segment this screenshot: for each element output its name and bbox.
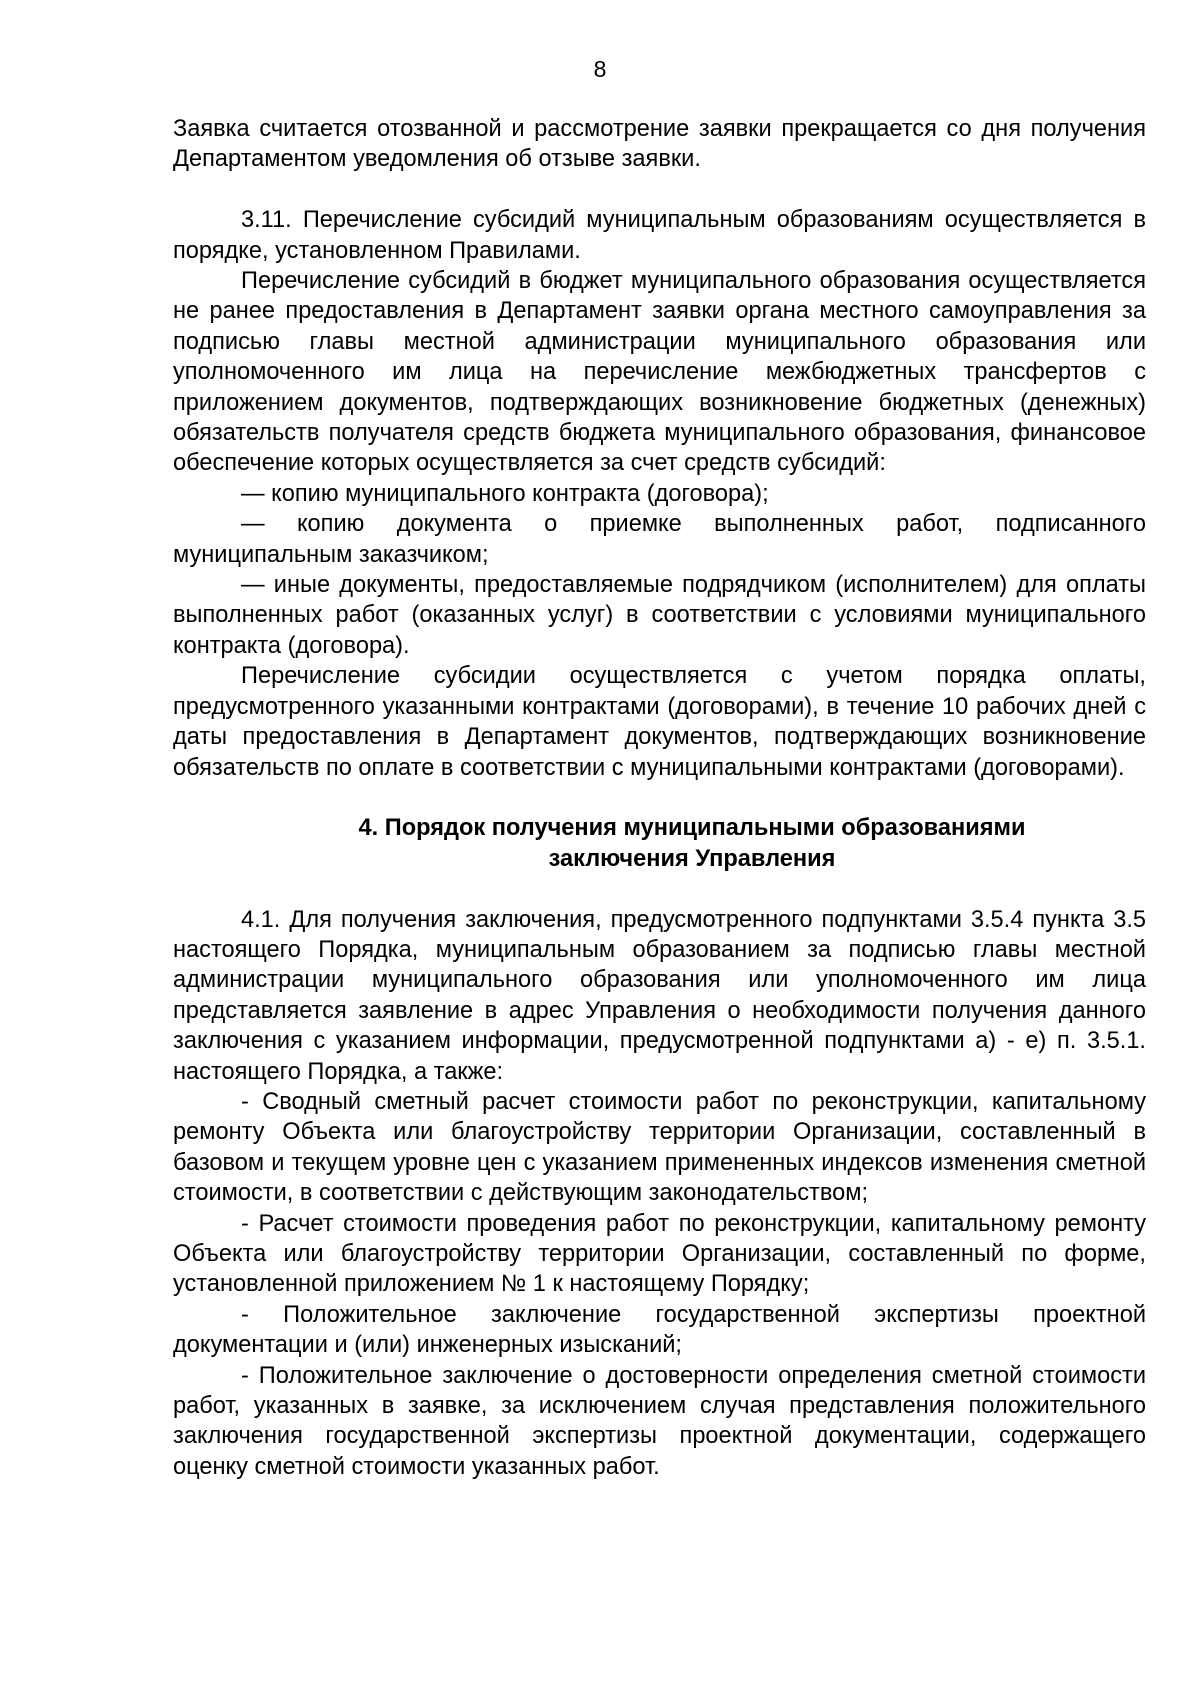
- list-item-cost-calculation: - Расчет стоимости проведения работ по реконструкции, капитальному ремонту Объекта или благоустройству территории Организации, составленный по форме, установленной приложением № 1 к настоящему Порядку;: [173, 1210, 1146, 1298]
- paragraph-gap: [173, 874, 1146, 904]
- document-body: [173, 114, 1146, 1482]
- section-4-heading-line1: 4. Порядок получения муниципальными образованиями: [358, 815, 1026, 842]
- paragraph-application-withdrawn: Заявка считается отозванной и рассмотрение заявки прекращается со дня получения Департаментом уведомления об отзыве заявки.: [173, 116, 1146, 173]
- section-4-heading: [173, 813, 1146, 874]
- paragraph-3-11: 3.11. Перечисление субсидий муниципальным образованиям осуществляется в порядке, установленном Правилами.: [173, 207, 1146, 264]
- list-item-acceptance-document: — копию документа о приемке выполненных работ, подписанного муниципальным заказчиком;: [173, 511, 1146, 568]
- list-item-summary-estimate: - Сводный сметный расчет стоимости работ по реконструкции, капитальному ремонту Объекта или благоустройству территории Организации, составленный в базовом и текущем уровне цен с указанием примененных индексов изменения сметной стоимости, в соответствии с действующим законодательством;: [173, 1088, 1146, 1207]
- paragraph-gap: [173, 175, 1146, 205]
- section-4-heading-line2: заключения Управления: [548, 845, 836, 872]
- list-item-other-documents: — иные документы, предоставляемые подрядчиком (исполнителем) для оплаты выполненных работ (оказанных услуг) в соответствии с условиями муниципального контракта (договора).: [173, 572, 1146, 659]
- paragraph-gap: [173, 783, 1146, 813]
- list-item-state-expertise: - Положительное заключение государственной экспертизы проектной документации и (или) инженерных изысканий;: [173, 1301, 1146, 1359]
- page-number: 8: [593, 56, 607, 82]
- list-item-contract-copy: — копию муниципального контракта (договора);: [241, 480, 769, 507]
- paragraph-subsidy-transfer: Перечисление субсидий в бюджет муниципального образования осуществляется не ранее предоставления в Департамент заявки органа местного самоуправления за подписью главы местной администрации муниципального образования или уполномоченного им лица на перечисление межбюджетных трансфертов с приложением документов, подтверждающих возникновение бюджетных (денежных) обязательств получателя средств бюджета муниципального образования, финансовое обеспечение которых осуществляется за счет средств субсидий:: [173, 268, 1146, 477]
- paragraph-payment-terms: Перечисление субсидии осуществляется с учетом порядка оплаты, предусмотренного указанными контрактами (договорами), в течение 10 рабочих дней с даты предоставления в Департамент документов, подтверждающих возникновение обязательств по оплате в соответствии с муниципальными контрактами (договорами).: [173, 663, 1146, 781]
- paragraph-4-1: 4.1. Для получения заключения, предусмотренного подпунктами 3.5.4 пункта 3.5 настоящего Порядка, муниципальным образованием за подписью главы местной администрации муниципального образования или уполномоченного им лица представляется заявление в адрес Управления о необходимости получения данного заключения с указанием информации, предусмотренной подпунктами а) - е) п. 3.5.1. настоящего Порядка, а также:: [173, 906, 1146, 1085]
- list-item-cost-reliability: - Положительное заключение о достоверности определения сметной стоимости работ, указанных в заявке, за исключением случая представления положительного заключения государственной экспертизы проектной документации, содержащего оценку сметной стоимости указанных работ.: [173, 1362, 1146, 1480]
